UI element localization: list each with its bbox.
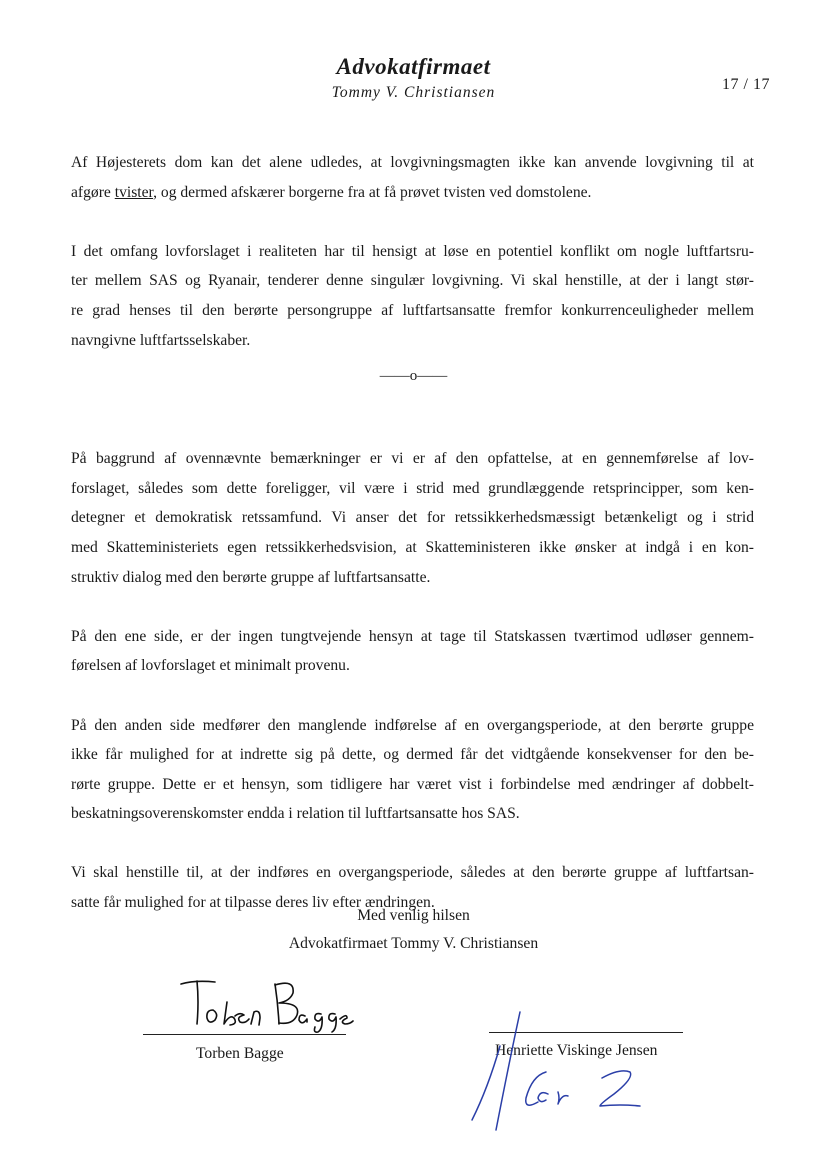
text-line: Vi skal henstille til, at der indføres en overgangsperiode, således at den berørte gruppe af luftfartsan-: [71, 864, 754, 882]
text-line: [71, 178, 754, 208]
text-line: På den anden side medfører den manglende indførelse af en overgangsperiode, at den berørte gruppe: [71, 716, 754, 734]
page-number: 17 / 17: [722, 76, 770, 93]
text-line: satte får mulighed for at tilpasse deres liv efter ændringen.: [71, 894, 435, 912]
closing-block: [0, 902, 827, 958]
signature-line-left: [143, 1034, 346, 1035]
text-line: På baggrund af ovennævnte bemærkninger er vi er af den opfattelse, at en gennemførelse af lov-: [71, 450, 754, 468]
signatory-name-right: Henriette Viskinge Jensen: [495, 1042, 658, 1059]
text-line: re grad henses til den berørte persongruppe af luftfartsansatte fremfor konkurrenceuligheder mellem: [71, 301, 754, 319]
text-line: med Skatteministeriets egen retssikkerhedsvision, at Skatteministeren ikke ønsker at indgå i en kon-: [71, 538, 754, 556]
text-line: ter mellem SAS og Ryanair, tenderer denne singulær lovgivning. Vi skal henstille, at der i langt stør-: [71, 272, 754, 290]
letter-body: [71, 148, 754, 918]
signature-torben-bagge: [175, 972, 360, 1032]
paragraph-1: [71, 148, 754, 207]
signature-henriette-viskinge-jensen: [460, 1008, 660, 1138]
section-separator: ——o——: [379, 368, 448, 384]
paragraph-2: [71, 237, 754, 355]
underlined-word: tvister: [114, 183, 154, 201]
text-line: forslaget, således som dette foreligger, vil være i strid med grundlæggende retsprincipper, som ken-: [71, 479, 754, 497]
letterhead-subtitle: Tommy V. Christiansen: [331, 84, 496, 101]
text-line: rørte gruppe. Dette er et hensyn, som tidligere har været vist i forbindelse med ændringer af dobbelt-: [71, 775, 754, 793]
text-line: beskatningsoverenskomster endda i relation til luftfartsansatte hos SAS.: [71, 805, 520, 823]
text-line: På den ene side, er der ingen tungtvejende hensyn at tage til Statskassen tværtimod udløser gennem-: [71, 627, 754, 645]
text-line: navngivne luftfartsselskaber.: [71, 331, 251, 349]
paragraph-3: [71, 444, 754, 592]
text-fragment: afgøre: [71, 183, 115, 201]
text-fragment: , og dermed afskærer borgerne fra at få prøvet tvisten ved domstolene.: [153, 183, 592, 201]
text-line: ikke får mulighed for at indrette sig på dette, og dermed får det vidtgående konsekvenser for den be-: [71, 746, 754, 764]
text-line: I det omfang lovforslaget i realiteten har til hensigt at løse en potentiel konflikt om nogle luftfartsru-: [71, 242, 754, 260]
text-line: struktiv dialog med den berørte gruppe af luftfartsansatte.: [71, 568, 431, 586]
signatory-name-left: Torben Bagge: [196, 1045, 284, 1062]
paragraph-4: [71, 622, 754, 681]
text-line: detegner et demokratisk retssamfund. Vi anser det for retssikkerhedsmæssigt betænkeligt og i strid: [71, 509, 754, 527]
paragraph-5: [71, 711, 754, 829]
text-line: førelsen af lovforslaget et minimalt provenu.: [71, 657, 350, 675]
closing-firm-name: Advokatfirmaet Tommy V. Christiansen: [288, 935, 539, 952]
text-line: Af Højesterets dom kan det alene udledes, at lovgivningsmagten ikke kan anvende lovgivning til at: [71, 154, 754, 171]
letterhead-title: Advokatfirmaet: [336, 54, 491, 79]
closing-greeting: Med venlig hilsen: [357, 907, 470, 924]
